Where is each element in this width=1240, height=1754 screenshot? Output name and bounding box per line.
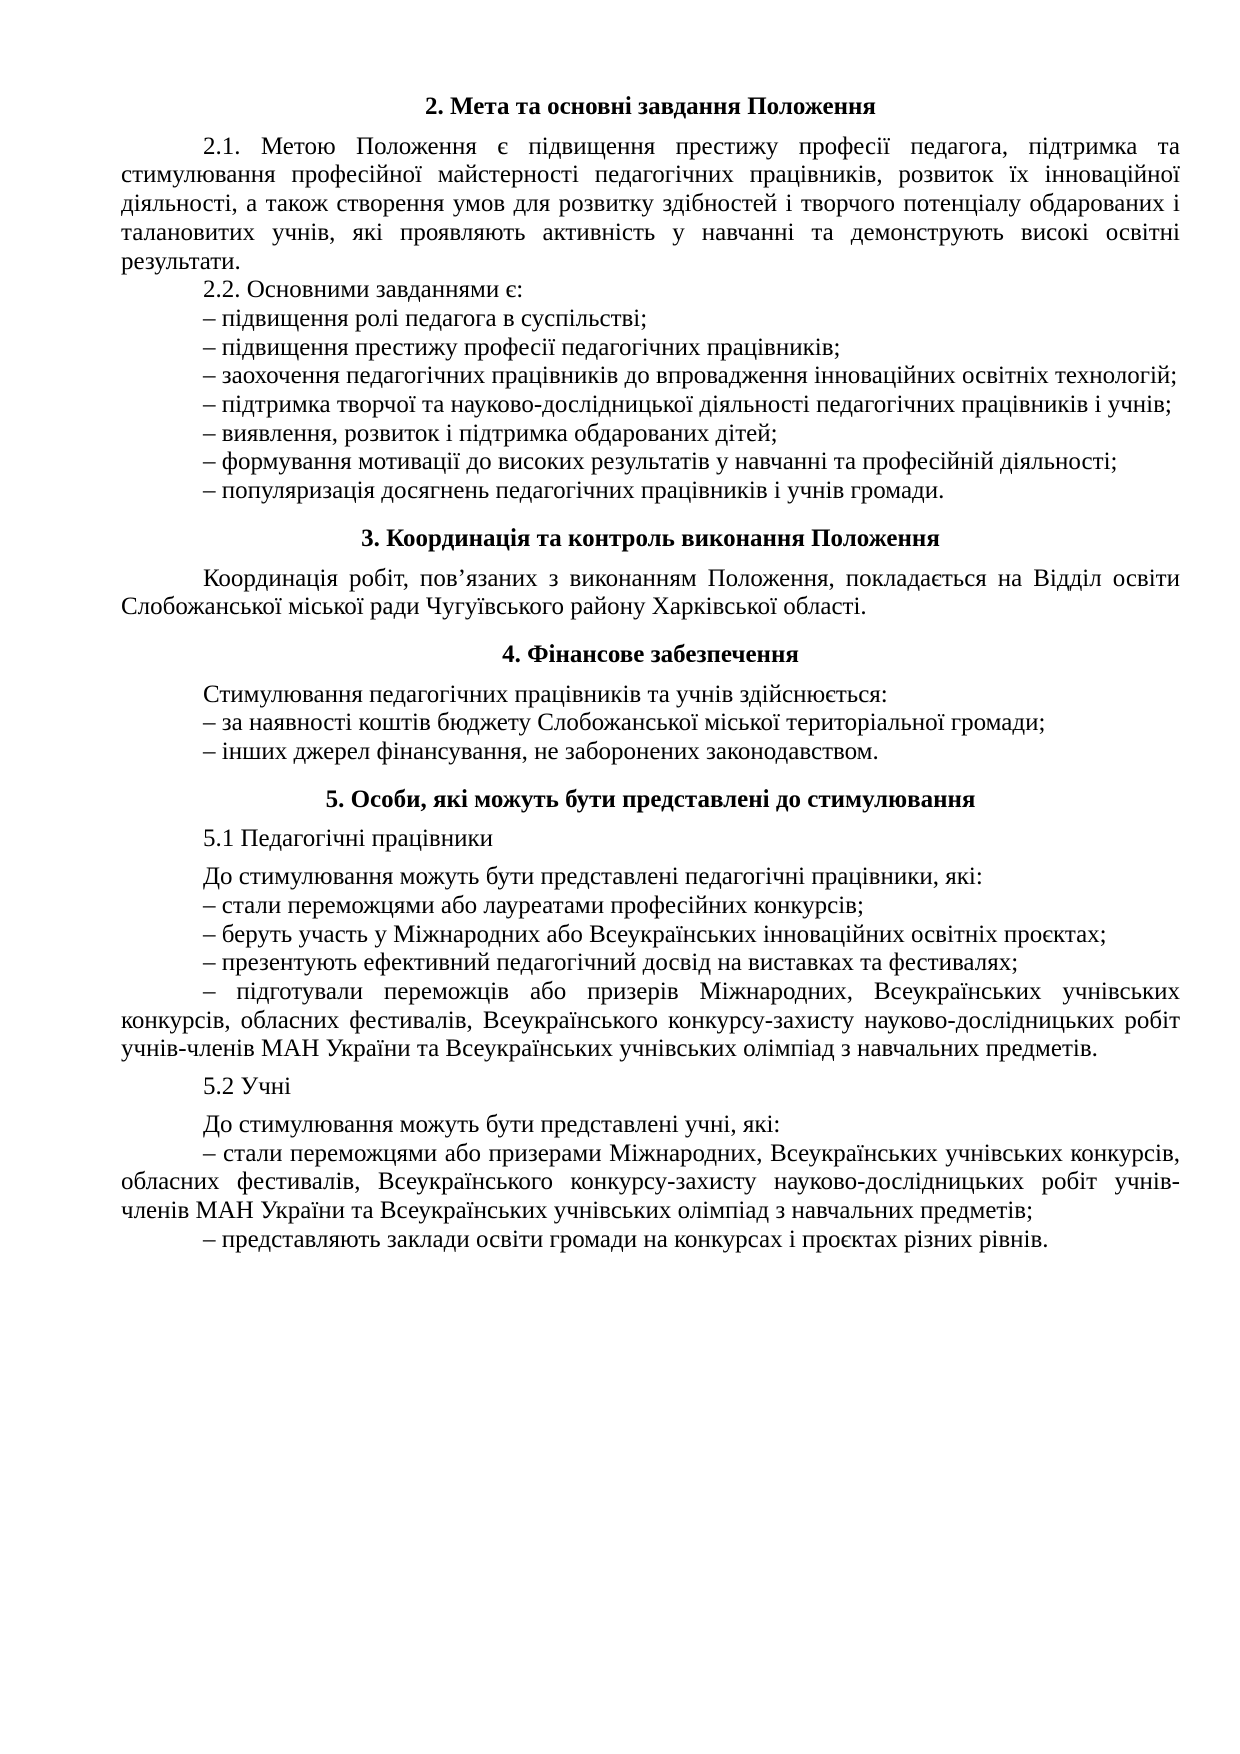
heading-section-4: 4. Фінансове забезпечення [502, 640, 799, 668]
list-item-task-1: – підвищення ролі педагога в суспільстві; [203, 304, 648, 332]
list-item-teachers-3: – презентують ефективний педагогічний досвід на виставках та фестивалях; [203, 949, 1019, 977]
subheading-5-1: 5.1 Педагогічні працівники [203, 825, 494, 853]
para-financing-intro: Стимулювання педагогічних працівників та учнів здійснюється: [203, 680, 888, 708]
heading-section-3: 3. Координація та контроль виконання Положення [361, 524, 940, 552]
list-item-students-1: – стали переможцями або призерами Міжнародних, Всеукраїнських учнівських конкурсів, обласних фестивалів, Всеукраїнського конкурсу-захисту науково-дослідницьких робіт учнів-членів МАН України та Всеукраїнських учнівських олімпіад з навчальних предметів; [121, 1139, 1180, 1224]
list-item-financing-1: – за наявності коштів бюджету Слобожанської міської територіальної громади; [203, 709, 1046, 737]
list-item-task-5: – виявлення, розвиток і підтримка обдарованих дітей; [203, 419, 778, 447]
subheading-5-2: 5.2 Учні [203, 1073, 292, 1101]
para-2-1: 2.1. Метою Положення є підвищення престижу професії педагога, підтримка та стимулювання професійної майстерності педагогічних працівників, розвиток їх інноваційної діяльності, а також створення умов для розвитку здібностей і творчого потенціалу обдарованих і талановитих учнів, які проявляють активність у навчанні та демонструють високі освітні результати. [121, 132, 1180, 275]
list-item-teachers-1: – стали переможцями або лауреатами професійних конкурсів; [203, 891, 864, 919]
document-content [121, 93, 1180, 1254]
para-2-2: 2.2. Основними завданнями є: [203, 276, 524, 304]
list-item-task-4: – підтримка творчої та науково-дослідницької діяльності педагогічних працівників і учнів; [203, 391, 1172, 419]
list-item-teachers-4: – підготували переможців або призерів Міжнародних, Всеукраїнських учнівських конкурсів, обласних фестивалів, Всеукраїнського конкурсу-захисту науково-дослідницьких робіт учнів-членів МАН України та Всеукраїнських учнівських олімпіад з навчальних предметів. [121, 977, 1180, 1063]
list-item-students-2: – представляють заклади освіти громади на конкурсах і проєктах різних рівнів. [203, 1225, 1049, 1253]
heading-section-2: 2. Мета та основні завдання Положення [425, 93, 876, 120]
list-item-task-3: – заохочення педагогічних працівників до впровадження інноваційних освітніх технологій; [203, 362, 1178, 390]
list-item-task-6: – формування мотивації до високих результатів у навчанні та професійній діяльності; [203, 448, 1118, 476]
para-coordination: Координація робіт, пов’язаних з виконанням Положення, покладається на Відділ освіти Слобожанської міської ради Чугуївського району Харківської області. [121, 564, 1180, 621]
para-teachers-intro: До стимулювання можуть бути представлені педагогічні працівники, які: [203, 863, 983, 891]
list-item-teachers-2: – беруть участь у Міжнародних або Всеукраїнських інноваційних освітніх проєктах; [203, 920, 1107, 948]
list-item-task-7: – популяризація досягнень педагогічних працівників і учнів громади. [203, 477, 945, 505]
para-students-intro: До стимулювання можуть бути представлені учні, які: [203, 1110, 781, 1138]
list-item-task-2: – підвищення престижу професії педагогічних працівників; [203, 333, 841, 361]
heading-section-5: 5. Особи, які можуть бути представлені до стимулювання [325, 785, 976, 813]
list-item-financing-2: – інших джерел фінансування, не заборонених законодавством. [203, 738, 879, 766]
